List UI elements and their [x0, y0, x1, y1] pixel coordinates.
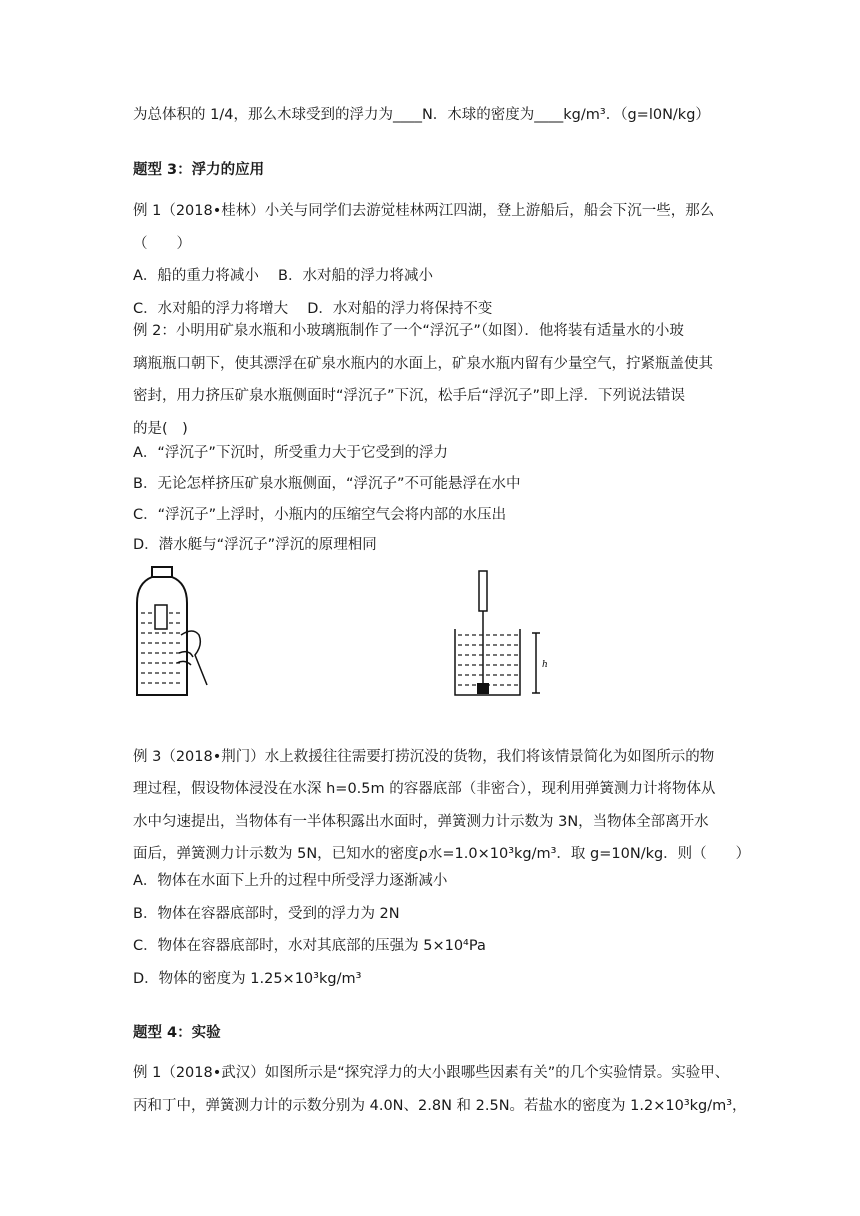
text-line: 例 2：小明用矿泉水瓶和小玻璃瓶制作了一个“浮沉子”（如图）．他将装有适量水的小玻 [133, 323, 684, 339]
option-line: A．“浮沉子”下沉时，所受重力大于它受到的浮力 [133, 445, 448, 461]
text-line: 理过程，假设物体浸没在水深 h=0.5m 的容器底部（非密合），现利用弹簧测力计将物体从 [133, 781, 716, 797]
text-line: 为总体积的 1/4，那么木球受到的浮力为____N．木球的密度为____kg/m³．（g=l0N/kg） [133, 107, 710, 123]
option-line: D．潜水艇与“浮沉子”浮沉的原理相同 [133, 537, 377, 553]
text-line: 水中匀速提出，当物体有一半体积露出水面时，弹簧测力计示数为 3N，当物体全部离开水 [133, 814, 709, 830]
text-line: 璃瓶瓶口朝下，使其漂浮在矿泉水瓶内的水面上，矿泉水瓶内留有少量空气，拧紧瓶盖使其 [133, 356, 713, 372]
option-line: A．物体在水面下上升的过程中所受浮力逐渐减小 [133, 873, 448, 889]
section-heading: 题型 4：实验 [133, 1025, 221, 1041]
text-line: 例 3（2018•荆门）水上救援往往需要打捞沉没的货物，我们将该情景简化为如图所示的物 [133, 749, 715, 765]
text-line: 的是( ) [133, 421, 188, 437]
text-line: 例 1（2018•武汉）如图所示是“探究浮力的大小跟哪些因素有关”的几个实验情景。实验甲、 [133, 1065, 730, 1081]
container-spring-scale-figure [450, 565, 560, 700]
option-line: C．“浮沉子”上浮时，小瓶内的压缩空气会将内部的水压出 [133, 507, 507, 523]
section-heading: 题型 3：浮力的应用 [133, 162, 265, 178]
option-line: D．物体的密度为 1.25×10³kg/m³ [133, 971, 362, 987]
option-line: A．船的重力将减小 B．水对船的浮力将减小 [133, 268, 433, 284]
text-line: 面后，弹簧测力计示数为 5N，已知水的密度ρ水=1.0×10³kg/m³．取 g=10N/kg．则（ ） [133, 846, 751, 862]
bottle-figure [133, 565, 213, 700]
option-line: C．水对船的浮力将增大 D．水对船的浮力将保持不变 [133, 301, 493, 317]
option-line: B．无论怎样挤压矿泉水瓶侧面，“浮沉子”不可能悬浮在水中 [133, 476, 521, 492]
option-line: C．物体在容器底部时，水对其底部的压强为 5×10⁴Pa [133, 938, 486, 954]
option-line: B．物体在容器底部时，受到的浮力为 2N [133, 906, 400, 922]
text-line: 密封，用力挤压矿泉水瓶侧面时“浮沉子”下沉，松手后“浮沉子”即上浮．下列说法错误 [133, 388, 686, 404]
text-line: 丙和丁中，弹簧测力计的示数分别为 4.0N、2.8N 和 2.5N。若盐水的密度为 1.2×10³kg/m³， [133, 1098, 747, 1114]
text-line: （ ） [133, 236, 191, 252]
text-line: 例 1（2018•桂林）小关与同学们去游觉桂林两江四湖，登上游船后，船会下沉一些，那么 [133, 203, 715, 219]
svg-text:h: h [542, 660, 548, 670]
